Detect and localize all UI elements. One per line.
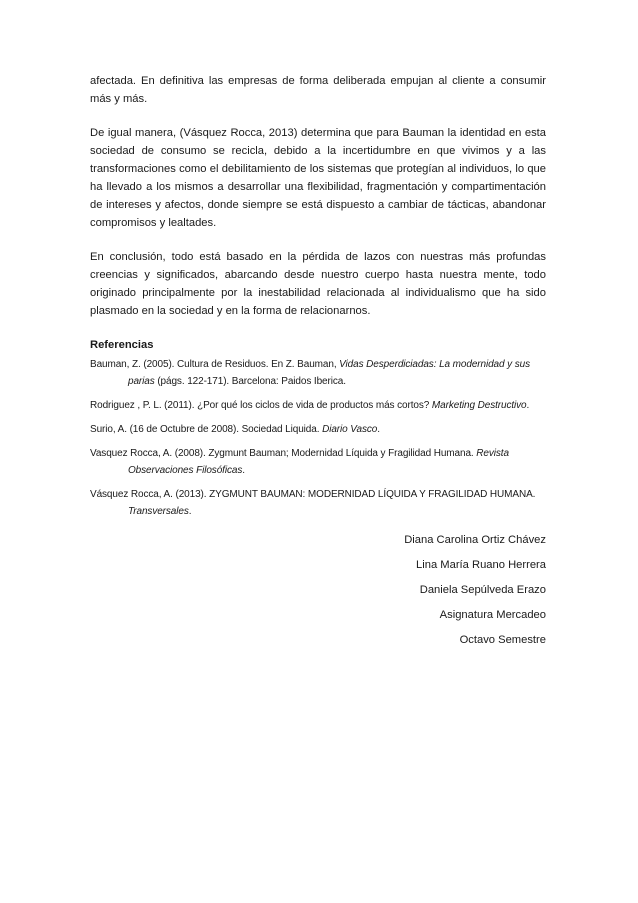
author-name: Daniela Sepúlveda Erazo — [419, 584, 546, 596]
reference-item — [90, 397, 546, 414]
reference-text: (págs. 122-171). Barcelona: Paidos Iberica. — [154, 376, 346, 387]
author-name: Lina María Ruano Herrera — [416, 559, 546, 571]
reference-text: Vásquez Rocca, A. (2013). ZYGMUNT BAUMAN: MODERNIDAD LÍQUIDA Y FRAGILIDAD HUMANA. — [90, 489, 536, 500]
signature-block — [90, 528, 546, 652]
reference-item — [90, 421, 546, 438]
reference-text: . — [242, 465, 245, 476]
reference-title: Revista Observaciones Filosóficas — [128, 448, 509, 476]
reference-text: Rodriguez , P. L. (2011). ¿Por qué los ciclos de vida de productos más cortos? — [90, 400, 432, 411]
reference-text: Vasquez Rocca, A. (2008). Zygmunt Bauman; Modernidad Líquida y Fragilidad Humana. — [90, 448, 477, 459]
reference-text: Surio, A. (16 de Octubre de 2008). Sociedad Liquida. — [90, 424, 323, 435]
reference-text: . — [377, 424, 380, 435]
references-heading: Referencias — [90, 339, 154, 351]
reference-title: Marketing Destructivo — [431, 400, 527, 411]
paragraph-3: En conclusión, todo está basado en la pérdida de lazos con nuestras más profundas creencias y significados, abarcando desde nuestro cuerpo hasta nuestra mente, todo originado principalmente por la inestabilidad relacionada al individualismo que ha sido plasmado en la sociedad y en la forma de relacionarnos. — [90, 251, 546, 317]
reference-title: Vidas Desperdiciadas: La modernidad y sus parias — [128, 359, 530, 387]
reference-title: Transversales — [128, 506, 189, 517]
course-name: Asignatura Mercadeo — [439, 609, 546, 621]
reference-item — [90, 356, 546, 390]
reference-item — [90, 445, 546, 479]
reference-text: . — [188, 506, 192, 517]
reference-item — [90, 486, 546, 520]
paragraph-1: afectada. En definitiva las empresas de forma deliberada empujan al cliente a consumir más y más. — [90, 75, 546, 105]
reference-title: Diario Vasco — [322, 424, 378, 435]
reference-text: Bauman, Z. (2005). Cultura de Residuos. En Z. Bauman, — [90, 359, 340, 370]
document-page — [90, 72, 546, 653]
paragraph-2: De igual manera, (Vásquez Rocca, 2013) determina que para Bauman la identidad en esta sociedad de consumo se recicla, debido a la incertidumbre en que vivimos y a las transformaciones como el debilitamiento de los sistemas que protegían al individuos, lo que ha llevado a los mismos a desarrollar una flexibilidad, fragmentación y compartimentación de intereses y afectos, donde siempre se está dispuesto a cambiar de tácticas, abandonar compromisos y lealtades. — [90, 127, 546, 229]
references-list — [90, 356, 546, 520]
semester-label: Octavo Semestre — [459, 634, 546, 646]
author-name: Diana Carolina Ortiz Chávez — [404, 534, 546, 546]
reference-text: . — [526, 400, 530, 411]
